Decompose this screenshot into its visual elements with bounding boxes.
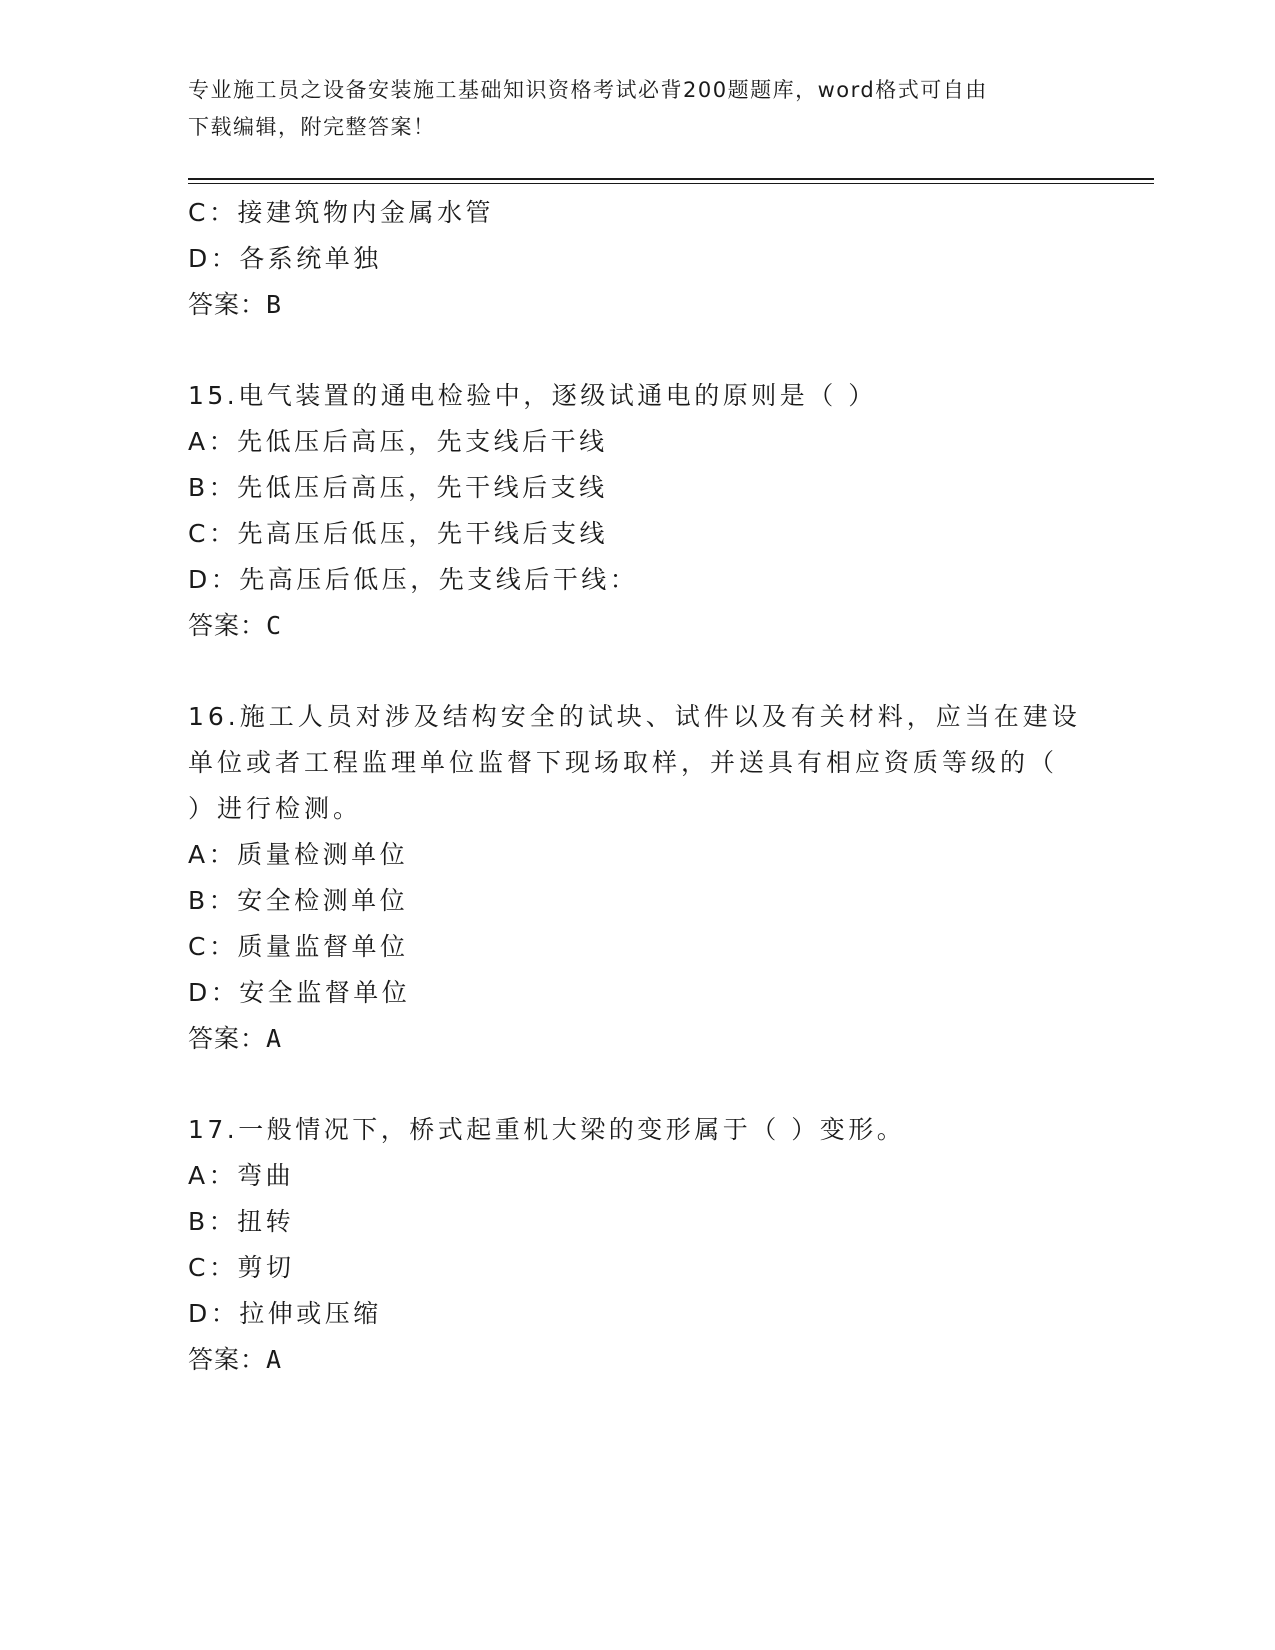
question-15 — [188, 373, 1088, 649]
option-c: C：先高压后低压，先干线后支线 — [188, 519, 608, 548]
option-a: A：质量检测单位 — [188, 840, 409, 869]
answer-line: 答案：C — [188, 611, 283, 640]
option-b: B：先低压后高压，先干线后支线 — [188, 473, 608, 502]
document-header — [188, 72, 1088, 146]
option-b: B：扭转 — [188, 1207, 295, 1236]
question-16 — [188, 694, 1088, 1062]
answer-line: 答案：A — [188, 1024, 283, 1053]
option-a: A：弯曲 — [188, 1161, 295, 1190]
option-c: C：质量监督单位 — [188, 932, 409, 961]
option-d: D：先高压后低压，先支线后干线： — [188, 565, 639, 594]
header-divider-thick — [188, 178, 1154, 180]
header-divider-thin — [188, 183, 1154, 184]
option-d: D：拉伸或压缩 — [188, 1299, 382, 1328]
header-line-2: 下载编辑，附完整答案！ — [188, 115, 436, 139]
option-c: C：剪切 — [188, 1253, 295, 1282]
answer-line: 答案：B — [188, 290, 283, 319]
spacer — [188, 649, 1088, 694]
carryover-question — [188, 190, 1088, 328]
header-line-1: 专业施工员之设备安装施工基础知识资格考试必背200题题库，word格式可自由 — [188, 78, 988, 102]
question-stem: 15.电气装置的通电检验中，逐级试通电的原则是（ ） — [188, 381, 877, 410]
spacer — [188, 1062, 1088, 1107]
option-d: D：各系统单独 — [188, 244, 382, 273]
option-b: B：安全检测单位 — [188, 886, 409, 915]
question-stem-line-2: 单位或者工程监理单位监督下现场取样，并送具有相应资质等级的（ — [188, 748, 1059, 777]
question-stem: 17.一般情况下，桥式起重机大梁的变形属于（ ）变形。 — [188, 1115, 906, 1144]
spacer — [188, 328, 1088, 373]
question-stem-line-1: 16.施工人员对涉及结构安全的试块、试件以及有关材料，应当在建设 — [188, 702, 1081, 731]
answer-line: 答案：A — [188, 1345, 283, 1374]
question-stem-line-3: ）进行检测。 — [188, 794, 363, 823]
option-c: C：接建筑物内金属水管 — [188, 198, 494, 227]
question-content — [188, 190, 1088, 1383]
option-d: D：安全监督单位 — [188, 978, 411, 1007]
question-17 — [188, 1107, 1088, 1383]
option-a: A：先低压后高压，先支线后干线 — [188, 427, 608, 456]
